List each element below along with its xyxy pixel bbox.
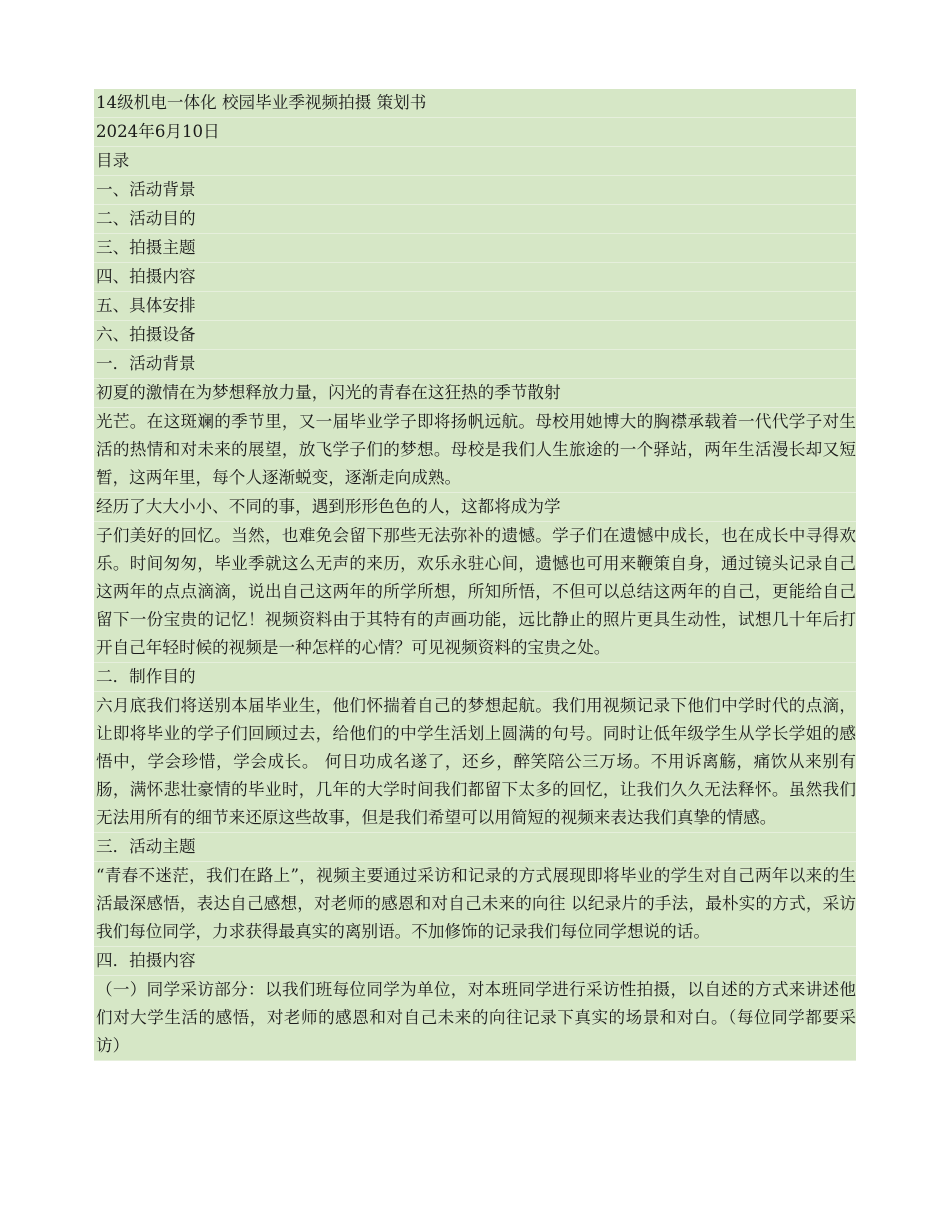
toc-item: 五、具体安排 [94, 292, 856, 321]
toc-item: 四、拍摄内容 [94, 263, 856, 292]
toc-item: 二、活动目的 [94, 205, 856, 234]
toc-heading: 目录 [94, 147, 856, 176]
document-body [94, 89, 856, 1061]
toc-item: 三、拍摄主题 [94, 234, 856, 263]
toc-item: 一、活动背景 [94, 176, 856, 205]
body-paragraph: 经历了大大小小、不同的事，遇到形形色色的人，这都将成为学 [94, 493, 856, 522]
body-paragraph: 光芒。在这斑斓的季节里，又一届毕业学子即将扬帆远航。母校用她博大的胸襟承载着一代代学子对生活的热情和对未来的展望，放飞学子们的梦想。母校是我们人生旅途的一个驿站，两年生活漫长却又短暂，这两年里，每个人逐渐蜕变，逐渐走向成熟。 [94, 408, 856, 493]
document-date: 2024年6月10日 [94, 118, 856, 147]
body-paragraph: （一）同学采访部分：以我们班每位同学为单位，对本班同学进行采访性拍摄，以自述的方式来讲述他们对大学生活的感悟，对老师的感恩和对自己未来的向往记录下真实的场景和对白。（每位同学都要采访） [94, 976, 856, 1061]
section-heading: 四．拍摄内容 [94, 947, 856, 976]
section-heading: 二．制作目的 [94, 663, 856, 692]
section-heading: 一．活动背景 [94, 350, 856, 379]
section-heading: 三．活动主题 [94, 833, 856, 862]
body-paragraph: 六月底我们将送别本届毕业生，他们怀揣着自己的梦想起航。我们用视频记录下他们中学时代的点滴，让即将毕业的学子们回顾过去，给他们的中学生活划上圆满的句号。同时让低年级学生从学长学姐的感悟中，学会珍惜，学会成长。 何日功成名遂了，还乡，醉笑陪公三万场。不用诉离觞，痛饮从来别有肠，满怀悲壮豪情的毕业时，几年的大学时间我们都留下太多的回忆，让我们久久无法释怀。虽然我们无法用所有的细节来还原这些故事，但是我们希望可以用简短的视频来表达我们真挚的情感。 [94, 692, 856, 833]
toc-item: 六、拍摄设备 [94, 321, 856, 350]
body-paragraph: “青春不迷茫，我们在路上”，视频主要通过采访和记录的方式展现即将毕业的学生对自己两年以来的生活最深感悟，表达自己感想，对老师的感恩和对自己未来的向往 以纪录片的手法，最朴实的方式，采访我们每位同学，力求获得最真实的离别语。不加修饰的记录我们每位同学想说的话。 [94, 862, 856, 947]
body-paragraph: 初夏的激情在为梦想释放力量，闪光的青春在这狂热的季节散射 [94, 379, 856, 408]
body-paragraph: 子们美好的回忆。当然，也难免会留下那些无法弥补的遗憾。学子们在遗憾中成长，也在成长中寻得欢乐。时间匆匆，毕业季就这么无声的来历，欢乐永驻心间，遗憾也可用来鞭策自身，通过镜头记录自己这两年的点点滴滴，说出自己这两年的所学所想，所知所悟，不但可以总结这两年的自己，更能给自己留下一份宝贵的记忆！视频资料由于其特有的声画功能，远比静止的照片更具生动性，试想几十年后打开自己年轻时候的视频是一种怎样的心情？可见视频资料的宝贵之处。 [94, 522, 856, 663]
document-title: 14级机电一体化 校园毕业季视频拍摄 策划书 [94, 89, 856, 118]
